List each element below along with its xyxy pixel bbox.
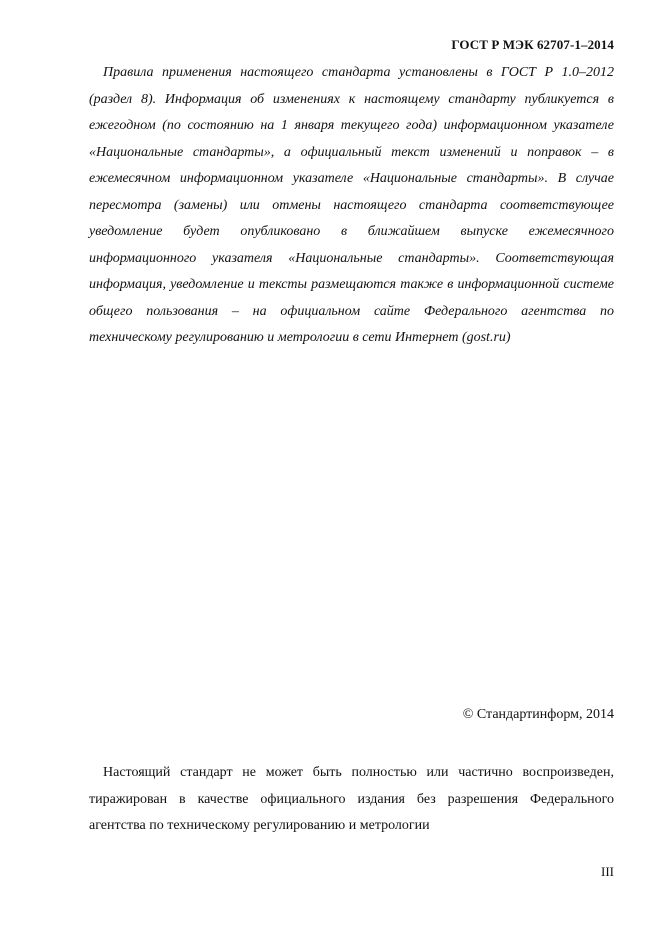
standard-code-header: ГОСТ Р МЭК 62707-1–2014 — [451, 37, 614, 52]
copyright-line: © Стандартинформ, 2014 — [462, 707, 614, 722]
page-number: III — [601, 864, 614, 879]
standard-application-notice: Правила применения настоящего стандарта установлены в ГОСТ Р 1.0–2012 (раздел 8). Информация об изменениях к настоящему стандарту публикуется в ежегодном (по состоянию на 1 января текущего года) информационном указателе «Национальные стандарты», а официальный текст изменений и поправок – в ежемесячном информационном указателе «Национальные стандарты». В случае пересмотра (замены) или отмены настоящего стандарта соответствующее уведомление будет опубликовано в ближайшем выпуске ежемесячного информационного указателя «Национальные стандарты». Соответствующая информация, уведомление и тексты размещаются также в информационной системе общего пользования – на официальном сайте Федерального агентства по техническому регулированию и метрологии в сети Интернет (gost.ru) — [89, 65, 614, 345]
reproduction-restriction-notice: Настоящий стандарт не может быть полностью или частично воспроизведен, тиражирован в качестве официального издания без разрешения Федерального агентства по техническому регулированию и метрологии — [89, 765, 614, 833]
